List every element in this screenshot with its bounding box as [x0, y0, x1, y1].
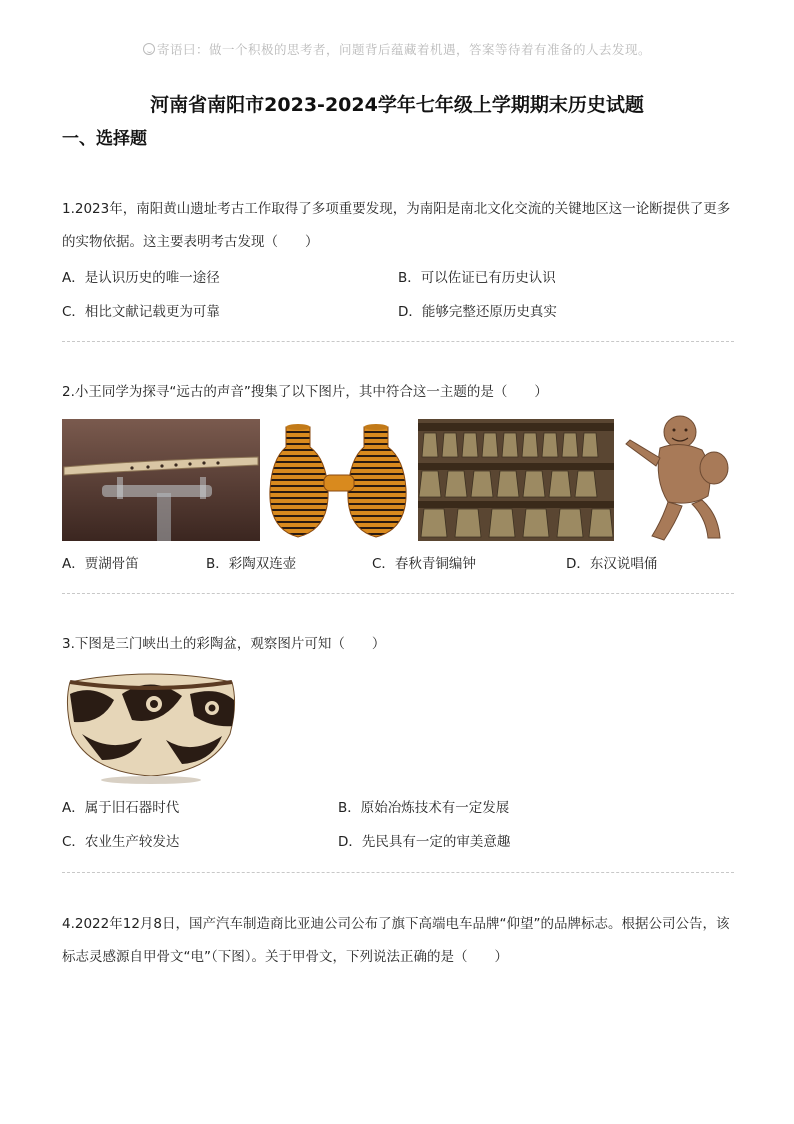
q3-option-a[interactable]: A．属于旧石器时代 [62, 800, 180, 816]
divider [62, 593, 734, 594]
q2-option-c[interactable]: C．春秋青铜编钟 [372, 556, 476, 572]
q2-option-d[interactable]: D．东汉说唱俑 [566, 556, 658, 572]
q1-option-d[interactable]: D．能够完整还原历史真实 [398, 304, 557, 320]
q3-option-d[interactable]: D．先民具有一定的审美意趣 [338, 834, 511, 850]
header-motto [0, 40, 794, 58]
question-3-text: 3.下图是三门峡出土的彩陶盆，观察图片可知（ ） [62, 636, 386, 652]
header-motto-text: 寄语曰：做一个积极的思考者，问题背后蕴藏着机遇，答案等待着有准备的人去发现。 [156, 42, 651, 57]
storyteller-figurine-image [622, 410, 732, 545]
q3-option-b[interactable]: B．原始冶炼技术有一定发展 [338, 800, 510, 816]
q2-option-a[interactable]: A．贾湖骨笛 [62, 556, 139, 572]
q1-option-c[interactable]: C．相比文献记载更为可靠 [62, 304, 220, 320]
question-2-text: 2.小王同学为探寻“远古的声音”搜集了以下图片，其中符合这一主题的是（ ） [62, 384, 548, 400]
divider [62, 341, 734, 342]
q3-option-c[interactable]: C．农业生产较发达 [62, 834, 180, 850]
q2-option-b[interactable]: B．彩陶双连壶 [206, 556, 297, 572]
double-pot-image [266, 419, 412, 541]
bronze-bells-image [418, 419, 614, 541]
question-4-text: 4.2022年12月8日，国产汽车制造商比亚迪公司公布了旗下高端电车品牌“仰望”的品牌标志。根据公司公告，该标志灵感源自甲骨文“电”（下图）。关于甲骨文，下列说法正确的是（ ） [62, 916, 730, 965]
question-1-text: 1.2023年，南阳黄山遗址考古工作取得了多项重要发现，为南阳是南北文化交流的关键地区这一论断提供了更多的实物依据。这主要表明考古发现（ ） [62, 201, 731, 250]
painted-pottery-basin-image [62, 664, 240, 786]
section-title: 一、选择题 [62, 129, 147, 149]
divider [62, 872, 734, 873]
q1-option-b[interactable]: B．可以佐证已有历史认识 [398, 270, 556, 286]
smile-icon [143, 43, 155, 55]
page-title: 河南省南阳市2023-2024学年七年级上学期期末历史试题 [150, 94, 644, 116]
bone-flute-image [62, 419, 260, 541]
q1-option-a[interactable]: A．是认识历史的唯一途径 [62, 270, 220, 286]
